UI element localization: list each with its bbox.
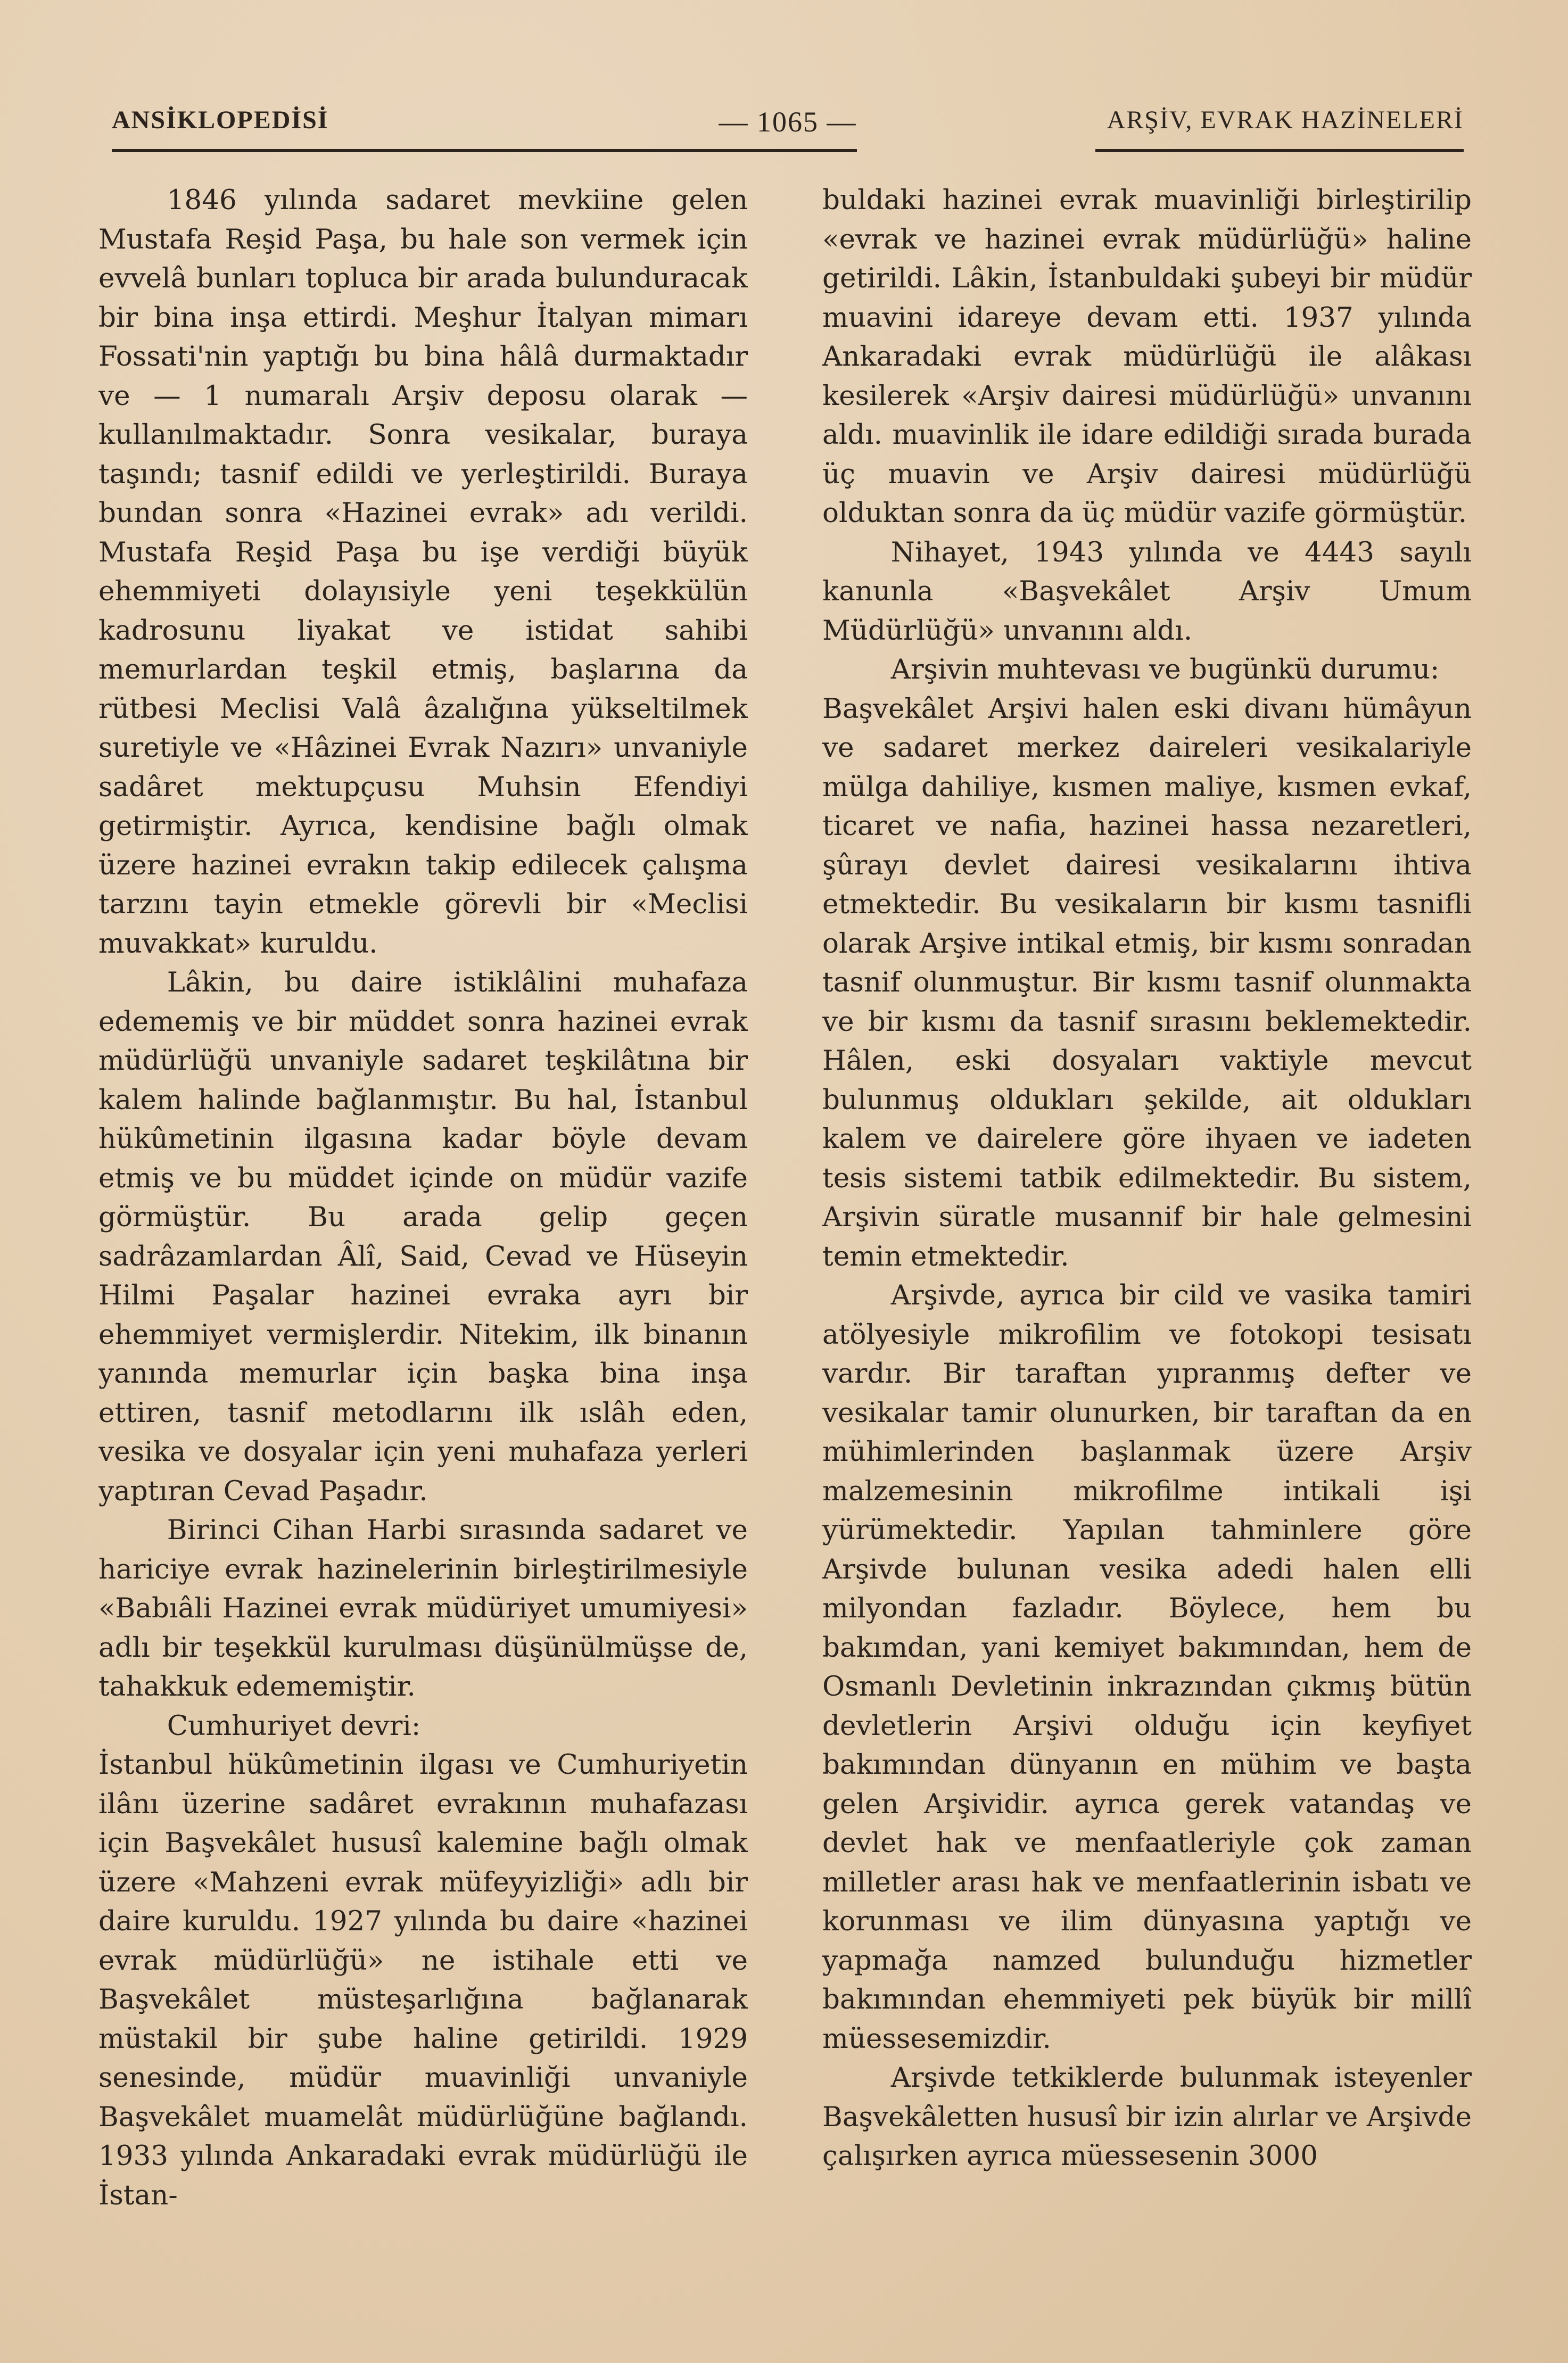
- header-rule-left: [112, 149, 857, 152]
- running-head-right: ARŞİV, EVRAK HAZİNELERİ: [1107, 106, 1464, 134]
- running-head-left: ANSİKLOPEDİSİ: [112, 106, 329, 134]
- paragraph: Nihayet, 1943 yılında ve 4443 sayılı kanunla «Başvekâlet Arşiv Umum Müdürlüğü» unvanını aldı.: [822, 536, 1472, 647]
- header-rule-right: [1095, 149, 1464, 152]
- right-column: [822, 181, 1472, 2288]
- paragraph: Arşivde, ayrıca bir cild ve vasika tamiri atölyesiyle mikrofilim ve fotokopi tesisatı vardır. Bir taraftan yıpranmış defter ve vesikalar tamir olunurken, bir taraftan da en mühimlerinden başlanmak üzere Arşiv malzemesinin mikrofilme intikali işi yürümektedir. Yapılan tahminlere göre Arşivde bulunan vesika adedi halen elli milyondan fazladır. Böylece, hem bu bakımdan, yani kemiyet bakımından, hem de Osmanlı Devletinin inkrazından çıkmış bütün devletlerin Arşivi olduğu için keyfiyet bakımından dünyanın en mühim ve başta gelen Arşividir. ayrıca gerek vatandaş ve devlet hak ve menfaatleriyle çok zaman milletler arası hak ve menfaatlerinin isbatı ve korunması ve ilim dünyasına yaptığı ve yapmağa namzed bulunduğu hizmetler bakımından ehemmiyeti pek büyük bir millî müessesemizdir.: [822, 1279, 1472, 2055]
- page-header: [112, 100, 1464, 148]
- page-number: — 1065 —: [719, 106, 857, 138]
- paragraph: buldaki hazinei evrak muavinliği birleştirilip «evrak ve hazinei evrak müdürlüğü» haline getirildi. Lâkin, İstanbuldaki şubeyi bir müdür muavini idareye devam etti. 1937 yılında Ankaradaki evrak müdürlüğü ile alâkası kesilerek «Arşiv dairesi müdürlüğü» unvanını aldı. muavinlik ile idare edildiği sırada burada üç muavin ve Arşiv dairesi müdürlüğü olduktan sonra da üç müdür vazife görmüştür.: [822, 184, 1472, 529]
- paragraph: Başvekâlet Arşivi halen eski divanı hümâyun ve sadaret merkez daireleri vesikalariyle mülga dahiliye, kısmen maliye, kısmen evkaf, ticaret ve nafia, hazinei hassa nezaretleri, şûrayı devlet dairesi vesikalarını ihtiva etmektedir. Bu vesikaların bir kısmı tasnifli olarak Arşive intikal etmiş, bir kısmı sonradan tasnif olunmuştur. Bir kısmı tasnif olunmakta ve bir kısmı da tasnif sırasını beklemektedir. Hâlen, eski dosyaları vaktiyle mevcut bulunmuş oldukları şekilde, ait oldukları kalem ve dairelere göre ihyaen ve iadeten tesis sistemi tatbik edilmektedir. Bu sistem, Arşivin süratle musannif bir hale gelmesini temin etmektedir.: [822, 692, 1472, 1273]
- section-heading: Cumhuriyet devri:: [167, 1709, 421, 1742]
- section-heading: Arşivin muhtevası ve bugünkü durumu:: [890, 654, 1440, 685]
- paragraph: 1846 yılında sadaret mevkiine gelen Mustafa Reşid Paşa, bu hale son vermek için evvelâ bunları topluca bir arada bulunduracak bir bina inşa ettirdi. Meşhur İtalyan mimarı Fossati'nin yaptığı bu bina hâlâ durmaktadır ve — 1 numaralı Arşiv deposu olarak — kullanılmaktadır. Sonra vesikalar, buraya taşındı; tasnif edildi ve yerleştirildi. Buraya bundan sonra «Hazinei evrak» adı verildi. Mustafa Reşid Paşa bu işe verdiği büyük ehemmiyeti dolayısiyle yeni teşekkülün kadrosunu liyakat ve istidat sahibi memurlardan teşkil etmiş, başlarına da rütbesi Meclisi Valâ âzalığına yükseltilmek suretiyle ve «Hâzinei Evrak Nazırı» unvaniyle sadâret mektupçusu Muhsin Efendiyi getirmiştir. Ayrıca, kendisine bağlı olmak üzere hazinei evrakın takip edilecek çalışma tarzını tayin etmekle görevli bir «Meclisi muvakkat» kuruldu.: [98, 184, 748, 960]
- paragraph: Birinci Cihan Harbi sırasında sadaret ve hariciye evrak hazinelerinin birleştirilmesiyle «Babıâli Hazinei evrak müdüriyet umumiyesi» adlı bir teşekkül kurulması düşünülmüşse de, tahakkuk edememiştir.: [98, 1514, 748, 1703]
- left-column: [98, 181, 748, 2288]
- paragraph: Arşivde tetkiklerde bulunmak isteyenler Başvekâletten hususî bir izin alırlar ve Arşivde çalışırken ayrıca müessesenin 3000: [822, 2062, 1472, 2172]
- paragraph: İstanbul hükûmetinin ilgası ve Cumhuriyetin ilânı üzerine sadâret evrakının muhafazası için Başvekâlet hususî kalemine bağlı olmak üzere «Mahzeni evrak müfeyyizliği» adlı bir daire kuruldu. 1927 yılında bu daire «hazinei evrak müdürlüğü» ne istihale etti ve Başvekâlet müsteşarlığına bağlanarak müstakil bir şube haline getirildi. 1929 senesinde, müdür muavinliği unvaniyle Başvekâlet muamelât müdürlüğüne bağlandı. 1933 yılında Ankaradaki evrak müdürlüğü ile İstan-: [98, 1749, 748, 2211]
- paragraph: Lâkin, bu daire istiklâlini muhafaza edememiş ve bir müddet sonra hazinei evrak müdürlüğü unvaniyle sadaret teşkilâtına bir kalem halinde bağlanmıştır. Bu hal, İstanbul hükûmetinin ilgasına kadar böyle devam etmiş ve bu müddet içinde on müdür vazife görmüştür. Bu arada gelip geçen sadrâzamlardan Âlî, Said, Cevad ve Hüseyin Hilmi Paşalar hazinei evraka ayrı bir ehemmiyet vermişlerdir. Nitekim, ilk binanın yanında memurlar için başka bina inşa ettiren, tasnif metodlarını ilk ıslâh eden, vesika ve dosyalar için yeni muhafaza yerleri yaptıran Cevad Paşadır.: [98, 966, 748, 1507]
